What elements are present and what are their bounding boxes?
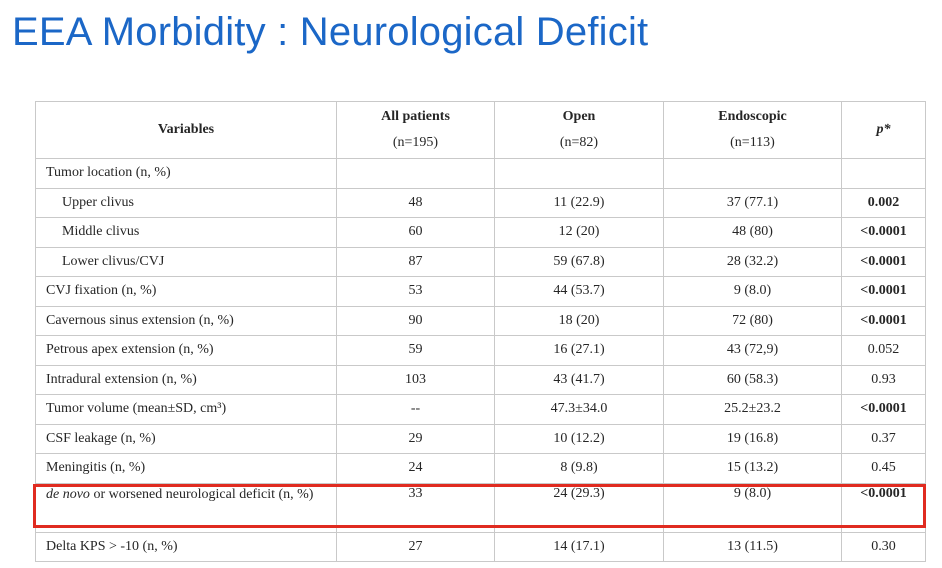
header-all-patients-label: All patients [381,109,450,124]
row-label: Meningitis (n, %) [36,454,337,484]
table-row [36,247,926,277]
cell-p: <0.0001 [842,218,926,248]
cell-p: <0.0001 [842,277,926,307]
row-label: Middle clivus [36,218,337,248]
cell-open: 18 (20) [495,306,664,336]
slide-title: EEA Morbidity : Neurological Deficit [12,10,649,54]
header-open-label: Open [562,109,596,124]
row-label: Petrous apex extension (n, %) [36,336,337,366]
cell-p: 0.002 [842,188,926,218]
cell-open: 8 (9.8) [495,454,664,484]
cell-open [495,159,664,189]
cell-all [337,159,495,189]
row-label-rest: or worsened neurological deficit (n, %) [89,486,314,502]
row-label: CSF leakage (n, %) [36,424,337,454]
cell-open: 16 (27.1) [495,336,664,366]
cell-p [842,159,926,189]
table-row [36,424,926,454]
cell-open: 24 (29.3) [495,483,664,532]
cell-endo: 19 (16.8) [664,424,842,454]
cell-all: 24 [337,454,495,484]
header-endoscopic-n: (n=113) [730,135,775,150]
row-label: Upper clivus [36,188,337,218]
cell-endo: 9 (8.0) [664,483,842,532]
cell-endo: 48 (80) [664,218,842,248]
cell-all: 103 [337,365,495,395]
header-open-n: (n=82) [559,135,599,150]
cell-p: 0.93 [842,365,926,395]
cell-endo: 72 (80) [664,306,842,336]
table-header-row [36,102,926,159]
header-variables: Variables [36,102,337,159]
table-row-highlighted [36,483,926,532]
cell-open: 47.3±34.0 [495,395,664,425]
cell-p: <0.0001 [842,483,926,532]
cell-p: 0.45 [842,454,926,484]
table-row [36,454,926,484]
cell-all: 87 [337,247,495,277]
morbidity-table [35,101,926,562]
cell-open: 12 (20) [495,218,664,248]
row-label: Delta KPS > -10 (n, %) [36,532,337,562]
table-row [36,336,926,366]
cell-p: 0.37 [842,424,926,454]
cell-open: 44 (53.7) [495,277,664,307]
cell-all: 60 [337,218,495,248]
table-row [36,306,926,336]
header-all-patients-n: (n=195) [392,135,439,150]
cell-all: 59 [337,336,495,366]
cell-all: -- [337,395,495,425]
table-row [36,218,926,248]
header-p-value: p* [842,102,926,159]
cell-endo: 28 (32.2) [664,247,842,277]
cell-all: 27 [337,532,495,562]
cell-endo: 37 (77.1) [664,188,842,218]
cell-p: 0.052 [842,336,926,366]
cell-endo: 13 (11.5) [664,532,842,562]
cell-all: 33 [337,483,495,532]
cell-p: <0.0001 [842,247,926,277]
row-label: CVJ fixation (n, %) [36,277,337,307]
cell-endo: 9 (8.0) [664,277,842,307]
table-row [36,532,926,562]
cell-endo: 60 (58.3) [664,365,842,395]
header-endoscopic-label: Endoscopic [718,109,787,124]
row-label: Cavernous sinus extension (n, %) [36,306,337,336]
table-row [36,159,926,189]
cell-all: 29 [337,424,495,454]
cell-p: 0.30 [842,532,926,562]
cell-open: 14 (17.1) [495,532,664,562]
row-label [36,483,337,532]
header-all-patients [337,102,495,159]
row-label: Intradural extension (n, %) [36,365,337,395]
cell-all: 53 [337,277,495,307]
table-row [36,365,926,395]
cell-all: 90 [337,306,495,336]
cell-endo [664,159,842,189]
table-row [36,395,926,425]
cell-p: <0.0001 [842,395,926,425]
row-label: Tumor volume (mean±SD, cm³) [36,395,337,425]
cell-p: <0.0001 [842,306,926,336]
table-row [36,188,926,218]
row-label: Lower clivus/CVJ [36,247,337,277]
row-label: Tumor location (n, %) [36,159,337,189]
cell-all: 48 [337,188,495,218]
cell-open: 11 (22.9) [495,188,664,218]
row-label-emphasis: de novo [46,486,90,502]
cell-open: 59 (67.8) [495,247,664,277]
header-open [495,102,664,159]
cell-open: 10 (12.2) [495,424,664,454]
cell-endo: 15 (13.2) [664,454,842,484]
header-endoscopic [664,102,842,159]
table-row [36,277,926,307]
cell-endo: 43 (72,9) [664,336,842,366]
cell-open: 43 (41.7) [495,365,664,395]
cell-endo: 25.2±23.2 [664,395,842,425]
